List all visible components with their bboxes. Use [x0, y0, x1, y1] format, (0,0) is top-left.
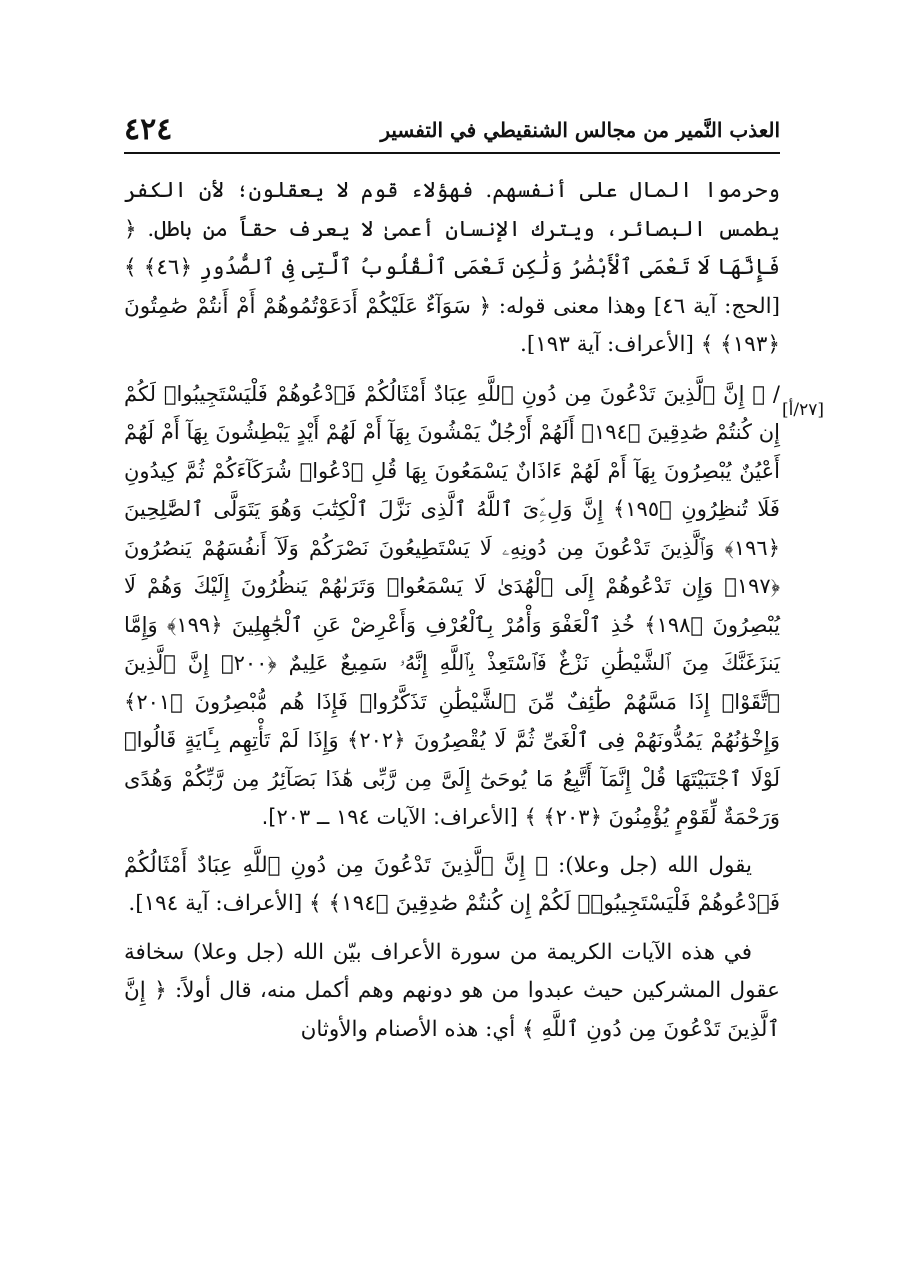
header-rule [124, 152, 780, 154]
paragraph-3: يقول الله (جل وعلا): ﴿ إِنَّ ٱلَّذِينَ تَدْعُونَ مِن دُونِ ٱللَّهِ عِبَادٌ أَمْثَالُكُمْ فَٱدْعُوهُمْ فَلْيَسْتَجِيبُوا۟ لَكُمْ إِن كُنتُمْ صَٰدِقِينَ ﴿١٩٤﴾ ﴾ [الأعراف: آية ١٩٤]. [124, 852, 780, 916]
page-body [124, 172, 780, 1059]
page-number: ٤٢٤ [124, 112, 173, 147]
running-title: العذب النَّمير من مجالس الشنقيطي في التفسير [380, 118, 780, 142]
manuscript-folio-marker: [٢٧/أ] [782, 400, 824, 420]
paragraph-4: في هذه الآيات الكريمة من سورة الأعراف بيّن الله (جل وعلا) سخافة عقول المشركين حيث عبدوا من هو دونهم وهم أكمل منه، قال أولاً: ﴿ إِنَّ ٱلَّذِينَ تَدْعُونَ مِن دُونِ ٱللَّهِ ﴾ أي: هذه الأصنام والأوثان [124, 939, 780, 1042]
paragraph-1: وحرموا المال على أنفسهم. فهؤلاء قوم لا يعقلون؛ لأن الكفر يطمس البصائر، ويترك الإنسان أعمىٰ لا يعرف حقاً من باطل. ﴿ فَإِنَّهَا لَا تَعْمَى ٱلْأَبْصَٰرُ وَلَٰكِن تَعْمَى ٱلْقُلُوبُ ٱلَّتِى فِى ٱلصُّدُورِ ﴿٤٦﴾ ﴾ [الحج: آية ٤٦] وهذا معنى قوله: ﴿ سَوَآءٌ عَلَيْكُمْ أَدَعَوْتُمُوهُمْ أَمْ أَنتُمْ صَٰمِتُونَ ﴿١٩٣﴾ ﴾ [الأعراف: آية ١٩٣]. [124, 178, 781, 357]
paragraph-2-quran-passage: / ﴿ إِنَّ ٱلَّذِينَ تَدْعُونَ مِن دُونِ ٱللَّهِ عِبَادٌ أَمْثَالُكُمْ فَٱدْعُوهُمْ فَلْيَسْتَجِيبُوا۟ لَكُمْ إِن كُنتُمْ صَٰدِقِينَ ﴿١٩٤﴾ أَلَهُمْ أَرْجُلٌ يَمْشُونَ بِهَآ أَمْ لَهُمْ أَيْدٍ يَبْطِشُونَ بِهَآ أَمْ لَهُمْ أَعْيُنٌ يُبْصِرُونَ بِهَآ أَمْ لَهُمْ ءَاذَانٌ يَسْمَعُونَ بِهَا قُلِ ٱدْعُوا۟ شُرَكَآءَكُمْ ثُمَّ كِيدُونِ فَلَا تُنظِرُونِ ﴿١٩٥﴾ إِنَّ وَلِۦِّىَ ٱللَّهُ ٱلَّذِى نَزَّلَ ٱلْكِتَٰبَ وَهُوَ يَتَوَلَّى ٱلصَّٰلِحِينَ ﴿١٩٦﴾ وَٱلَّذِينَ تَدْعُونَ مِن دُونِهِۦ لَا يَسْتَطِيعُونَ نَصْرَكُمْ وَلَآ أَنفُسَهُمْ يَنصُرُونَ ﴿١٩٧﴾ وَإِن تَدْعُوهُمْ إِلَى ٱلْهُدَىٰ لَا يَسْمَعُوا۟ وَتَرَىٰهُمْ يَنظُرُونَ إِلَيْكَ وَهُمْ لَا يُبْصِرُونَ ﴿١٩٨﴾ خُذِ ٱلْعَفْوَ وَأْمُرْ بِٱلْعُرْفِ وَأَعْرِضْ عَنِ ٱلْجَٰهِلِينَ ﴿١٩٩﴾ وَإِمَّا يَنزَغَنَّكَ مِنَ ٱلشَّيْطَٰنِ نَزْغٌ فَٱسْتَعِذْ بِٱللَّهِ إِنَّهُۥ سَمِيعٌ عَلِيمٌ ﴿٢٠٠﴾ إِنَّ ٱلَّذِينَ ٱتَّقَوْا۟ إِذَا مَسَّهُمْ طَٰٓئِفٌ مِّنَ ٱلشَّيْطَٰنِ تَذَكَّرُوا۟ فَإِذَا هُم مُّبْصِرُونَ ﴿٢٠١﴾ وَإِخْوَٰنُهُمْ يَمُدُّونَهُمْ فِى ٱلْغَىِّ ثُمَّ لَا يُقْصِرُونَ ﴿٢٠٢﴾ وَإِذَا لَمْ تَأْتِهِم بِـَٔايَةٍ قَالُوا۟ لَوْلَا ٱجْتَبَيْتَهَا قُلْ إِنَّمَآ أَتَّبِعُ مَا يُوحَىٰٓ إِلَىَّ مِن رَّبِّى هَٰذَا بَصَآئِرُ مِن رَّبِّكُمْ وَهُدًى وَرَحْمَةٌ لِّقَوْمٍ يُؤْمِنُونَ ﴿٢٠٣﴾ ﴾ [الأعراف: الآيات ١٩٤ ــ ٢٠٣]. [124, 381, 780, 829]
page-header [124, 110, 780, 150]
